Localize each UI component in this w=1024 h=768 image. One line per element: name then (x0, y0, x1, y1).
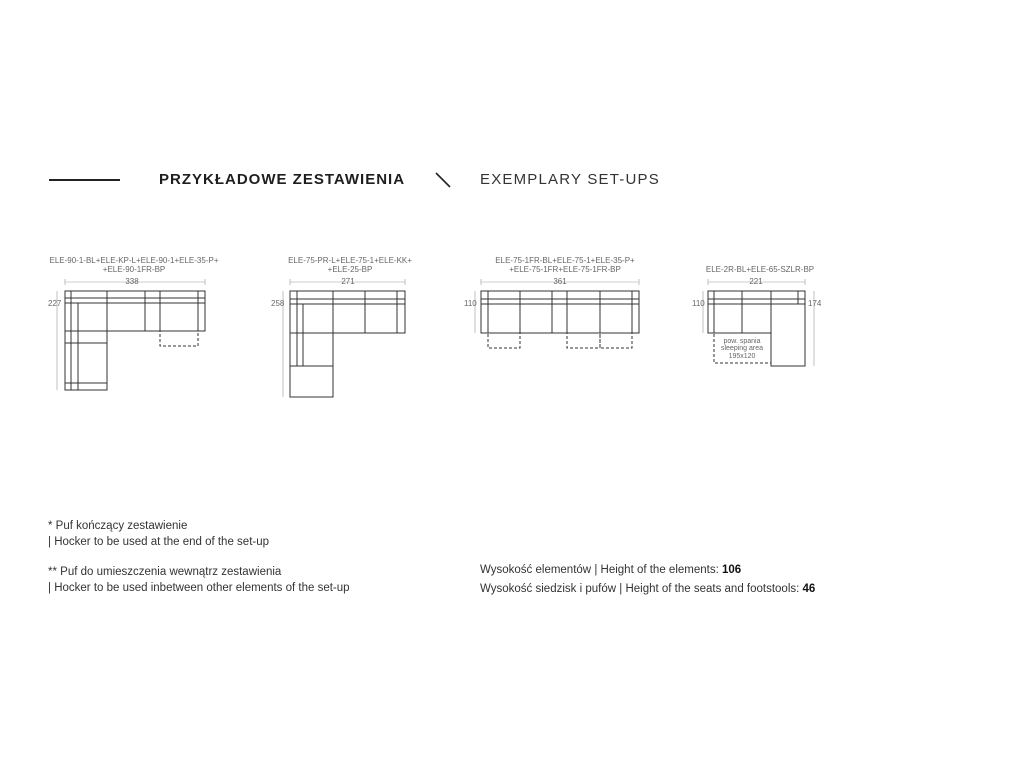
setup-1-width: 338 (125, 277, 139, 286)
setup-2-width: 271 (341, 277, 355, 286)
setup-2-code (270, 256, 430, 274)
setup-3-height: 110 (464, 299, 477, 308)
setup-1-code-line2: +ELE-90-1FR-BP (102, 265, 166, 274)
setup-2-code-line1: ELE-75-PR-L+ELE-75-1+ELE-KK+ (288, 256, 412, 265)
setup-4-code (690, 265, 830, 274)
note-2-separator: | (48, 582, 51, 594)
header-rule (49, 179, 120, 181)
setup-4-sleeping-pl: pow. spania (723, 338, 761, 345)
height-elements-pl: Wysokość elementów (480, 564, 592, 576)
title-polish: PRZYKŁADOWE ZESTAWIENIA (159, 171, 406, 188)
setup-1-code (44, 256, 224, 274)
setup-1-code-line1: ELE-90-1-BL+ELE-KP-L+ELE-90-1+ELE-35-P+ (49, 256, 219, 265)
slash-divider-icon (433, 170, 453, 190)
setup-1-drawing (40, 275, 220, 400)
note-2-en: Hocker to be used inbetween other elements of the set-up (54, 582, 350, 594)
setup-3-code-line1: ELE-75-1FR-BL+ELE-75-1+ELE-35-P+ (495, 256, 635, 265)
height-elements-separator: | (594, 564, 598, 576)
height-seats-pl: Wysokość siedzisk i pufów (480, 583, 617, 595)
note-1-separator: | (48, 536, 51, 548)
setup-4-sleeping-size: 195x120 (728, 353, 756, 360)
height-seats-en: Height of the seats and footstools: (625, 583, 800, 595)
height-elements-line (480, 562, 741, 578)
setup-4-height-right: 174 (808, 299, 822, 308)
setup-1-height: 227 (48, 299, 62, 308)
height-seats-separator: | (619, 583, 623, 595)
setup-3-drawing (460, 275, 650, 355)
note-2-pl: ** Puf do umieszczenia wewnątrz zestawienia (48, 566, 282, 578)
note-1-pl: * Puf kończący zestawienie (48, 520, 188, 532)
height-elements-value: 106 (721, 564, 742, 576)
title-english: EXEMPLARY SET-UPS (480, 171, 660, 188)
setup-3-code-line2: +ELE-75-1FR+ELE-75-1FR-BP (509, 265, 621, 274)
setup-2-height: 258 (271, 299, 285, 308)
setup-2-code-line2: +ELE-25-BP (327, 265, 373, 274)
note-1-en: Hocker to be used at the end of the set-up (54, 536, 270, 548)
height-seats-value: 46 (802, 583, 816, 595)
setup-4-drawing (690, 275, 830, 375)
setup-4-sleeping-en: sleeping area (720, 345, 764, 352)
setup-4-height-left: 110 (692, 299, 705, 308)
setup-4-width: 221 (749, 277, 763, 286)
note-2-en-line (48, 580, 350, 596)
height-elements-en: Height of the elements: (600, 564, 719, 576)
setup-2-drawing (265, 275, 415, 405)
setup-3-code (475, 256, 655, 274)
setup-4-code-line1: ELE-2R-BL+ELE-65-SZLR-BP (705, 265, 815, 274)
height-seats-line (480, 581, 815, 597)
setup-3-width: 361 (553, 277, 567, 286)
note-1-en-line (48, 534, 269, 550)
